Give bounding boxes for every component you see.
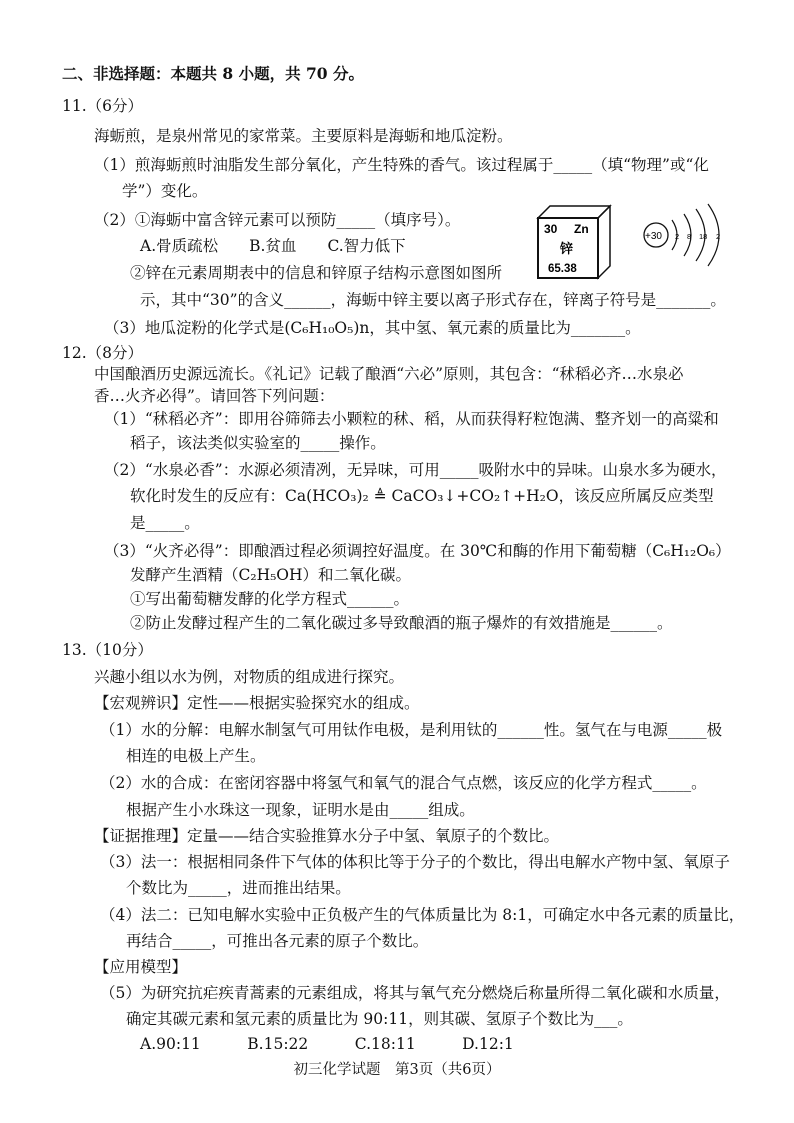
q13-part4-line2: 再结合_____，可推出各元素的原子个数比。 [126,932,429,950]
shell-3: 18 [699,232,708,241]
zinc-diagram [536,202,736,282]
q13-part2-line1: （2）水的合成：在密闭容器中将氢气和氧气的混合气点燃，该反应的化学方程式_____。 [100,774,707,792]
q13-intro: 兴趣小组以水为例，对物质的组成进行探究。 [94,668,405,686]
q11-part2-line3: 示，其中“30”的含义______，海蛎中锌主要以离子形式存在，锌离子符号是_______。 [140,291,726,309]
q12-part3-line4: ②防止发酵过程产生的二氧化碳过多导致酿酒的瓶子爆炸的有效措施是______。 [130,614,673,632]
q12-part3-line3: ①写出葡萄糖发酵的化学方程式______。 [130,590,410,608]
page-footer: 初三化学试题 第3页（共6页） [293,1062,501,1078]
q13-number: 13.（10分） [62,641,153,659]
q12-part2-line3: 是_____。 [130,514,200,532]
q12-part2-line2: 软化时发生的反应有：Ca(HCO₃)₂ ≜ CaCO₃↓+CO₂↑+H₂O，该反应所属反应类型 [130,487,714,505]
q13-part5-line1: （5）为研究抗疟疾青蒿素的元素组成，将其与氧气充分燃烧后称量所得二氧化碳和水质量， [100,984,730,1002]
atom-structure [644,204,720,266]
q12-part2-line1: （2）“水泉必香”：水源必须清冽，无异味，可用_____吸附水中的异味。山泉水多为硬水， [104,461,727,479]
q13-part2-line2: 根据产生小水珠这一现象，证明水是由_____组成。 [126,801,475,819]
q12-part1-line2: 稻子，该法类似实验室的_____操作。 [130,434,386,452]
q13-part5-options: A.90:11 B.15:22 C.18:11 D.12:1 [140,1035,514,1053]
q11-number: 11.（6分） [62,97,144,115]
q12-intro-line1: 中国酿酒历史源远流长。《礼记》记载了酿酒“六必”原则，其包含：“秫稻必齐…水泉必 [94,365,684,383]
shell-2: 8 [687,232,692,241]
q13-part3-line2: 个数比为_____，进而推出结果。 [126,879,351,897]
q12-intro-line2: 香…火齐必得”。请回答下列问题： [94,387,335,405]
q13-part3-line1: （3）法一：根据相同条件下气体的体积比等于分子的个数比，得出电解水产物中氢、氧原子 [100,853,730,871]
q13-part1-line1: （1）水的分解：电解水制氢气可用钛作电极，是利用钛的______性。氢气在与电源_____极 [100,721,723,739]
q11-part2-options: A.骨质疏松 B.贫血 C.智力低下 [140,237,406,255]
element-mass: 65.38 [548,263,577,275]
q13-part5-line2: 确定其碳元素和氢元素的质量比为 90:11，则其碳、氢原子个数比为___。 [126,1010,633,1028]
q12-part3-line1: （3）“火齐必得”：即酿酒过程必须调控好温度。在 30℃和酶的作用下葡萄糖（C₆H₁₂O₆） [104,542,731,560]
q11-part2-line2: ②锌在元素周期表中的信息和锌原子结构示意图如图所 [130,264,503,282]
shell-4: 2 [716,232,721,241]
nucleus-charge: +30 [645,231,662,242]
shell-1: 2 [675,232,680,241]
q13-heading-model: 【应用模型】 [94,958,188,976]
q13-heading-evidence: 【证据推理】定量——结合实验推算水分子中氢、氧原子的个数比。 [94,827,560,845]
q12-number: 12.（8分） [62,344,144,362]
section-header: 二、非选择题：本题共 8 小题，共 70 分。 [62,64,364,83]
element-name: 锌 [560,242,574,257]
q11-part1-line1: （1）煎海蛎煎时油脂发生部分氧化，产生特殊的香气。该过程属于_____（填“物理”或“化 [94,156,709,174]
q13-part4-line1: （4）法二：已知电解水实验中正负极产生的气体质量比为 8:1，可确定水中各元素的质量比， [100,906,745,924]
q11-part3: （3）地瓜淀粉的化学式是(C₆H₁₀O₅)n，其中氢、氧元素的质量比为_______。 [104,319,641,337]
q11-intro: 海蛎煎，是泉州常见的家常菜。主要原料是海蛎和地瓜淀粉。 [94,127,513,145]
q12-part1-line1: （1）“秫稻必齐”：即用谷筛筛去小颗粒的秫、稻，从而获得籽粒饱满、整齐划一的高粱和 [104,410,719,428]
q11-part1-line2: 学”）变化。 [122,182,208,200]
element-symbol: Zn [574,222,589,236]
q13-part1-line2: 相连的电极上产生。 [126,747,266,765]
periodic-table-cell [538,206,610,278]
element-number: 30 [544,222,558,236]
q13-heading-macro: 【宏观辨识】定性——根据实验探究水的组成。 [94,694,420,712]
q12-part3-line2: 发酵产生酒精（C₂H₅OH）和二氧化碳。 [130,566,412,584]
q11-part2-line1: （2）①海蛎中富含锌元素可以预防_____（填序号）。 [94,211,461,229]
